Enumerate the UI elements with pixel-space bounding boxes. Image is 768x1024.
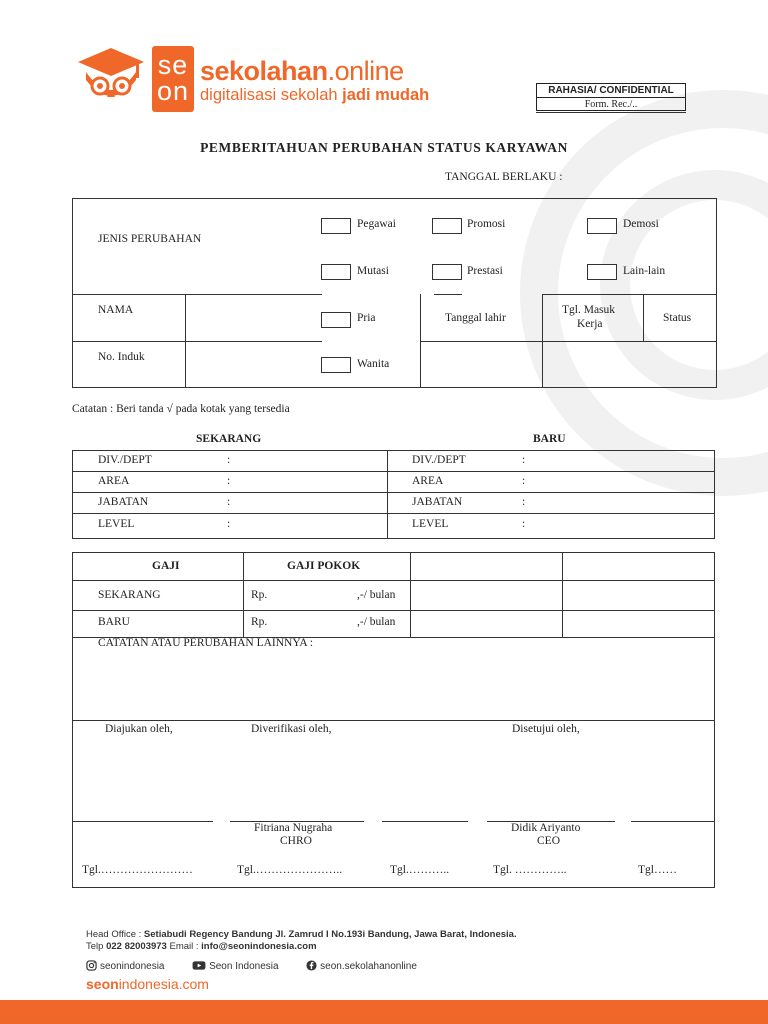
row-divider-mid [72,341,322,342]
new-level-label: LEVEL [412,518,449,530]
basic-salary-header: GAJI POKOK [287,560,361,572]
social-links [86,960,417,972]
facebook-page[interactable]: seon.sekolahanonline [320,961,417,972]
contact-line [86,941,317,952]
facebook-icon [306,960,317,971]
approver-name: Didik Ariyanto [511,822,581,834]
colon: : [227,454,231,466]
row-divider-right [542,294,717,295]
name-label: NAMA [98,304,134,316]
current-jabatan-label: JABATAN [98,496,149,508]
checkbox-promosi[interactable] [432,218,462,234]
tagline-bold: jadi mudah [342,86,430,104]
birth-date-label: Tanggal lahir [445,312,506,324]
effective-date-label: TANGGAL BERLAKU : [445,171,563,183]
colon: : [227,518,231,530]
brand-tagline [200,86,429,105]
email-label: Email : [166,941,202,952]
graduation-owl-icon [76,46,146,108]
seon-logo [152,46,194,112]
row-divider [72,720,715,721]
verifier-name: Fitriana Nugraha [254,822,333,834]
phone-label: Telp [86,941,107,952]
id-label: No. Induk [98,351,145,363]
other-notes-label: CATATAN ATAU PERUBAHAN LAINNYA : [98,637,314,649]
row-divider [72,513,715,514]
option-demosi: Demosi [623,218,659,230]
row-divider [72,580,715,581]
verified-by-label: Diverifikasi oleh, [251,723,332,735]
salary-new-label: BARU [98,616,130,628]
sign-date: Tgl…… [638,864,677,876]
tagline-plain: digitalisasi sekolah [200,86,343,104]
new-section-title: BARU [533,433,566,445]
website-rest: indonesia.com [118,976,209,992]
new-div-label: DIV./DEPT [412,454,466,466]
row-divider [72,471,715,472]
phone-number: 022 82003973 [106,941,167,952]
checkbox-demosi[interactable] [587,218,617,234]
col-divider [410,552,411,637]
brand-name-suffix: .online [327,56,404,86]
signature-line [72,821,213,822]
row-divider [72,492,715,493]
salary-current-label: SEKARANG [98,589,161,601]
confidential-box [536,83,686,111]
logo-text-bottom: on [156,76,190,106]
approved-by-label: Disetujui oleh, [512,723,580,735]
colon: : [227,496,231,508]
form-ref: Form. Rec./.. [584,99,638,110]
option-prestasi: Prestasi [467,265,503,277]
checkbox-pria[interactable] [321,312,351,328]
per-month: ,-/ bulan [357,589,396,601]
checkbox-prestasi[interactable] [432,264,462,280]
join-date-label-line1: Tgl. Masuk [562,304,616,316]
salary-header: GAJI [152,560,180,572]
office-address-text: Setiabudi Regency Bandung Jl. Zamrud I No.193i Bandung, Jawa Barat, Indonesia. [143,929,517,940]
verifier-role: CHRO [280,835,312,847]
signature-line [631,821,715,822]
col-divider [387,450,388,539]
colon: : [522,518,526,530]
new-jabatan-label: JABATAN [412,496,463,508]
currency: Rp. [251,589,268,601]
row-divider-mid-right [420,341,717,342]
sign-date: Tgl.…………………… [82,864,193,876]
col-divider [542,294,543,388]
colon: : [522,496,526,508]
instagram-handle[interactable]: seonindonesia [100,961,165,972]
sign-date: Tgl. ………….. [493,864,567,876]
currency: Rp. [251,616,268,628]
colon: : [522,475,526,487]
brand-name [200,56,404,87]
email-address[interactable]: info@seonindonesia.com [201,941,317,952]
current-section-title: SEKARANG [196,433,262,445]
row-divider [72,610,715,611]
col-divider [185,294,186,388]
header-divider [536,112,686,113]
option-pegawai: Pegawai [357,218,396,230]
row-divider-gap [434,294,462,295]
document-title: PEMBERITAHUAN PERUBAHAN STATUS KARYAWAN [200,140,568,155]
logo-text-top: se [157,50,189,80]
checkbox-wanita[interactable] [321,357,351,373]
sign-date: Tgl.………………….. [237,864,343,876]
status-label: Status [663,312,692,324]
col-divider [562,552,563,637]
gender-pria: Pria [357,312,376,324]
youtube-channel[interactable]: Seon Indonesia [209,961,279,972]
check-note: Catatan : Beri tanda √ pada kotak yang tersedia [72,403,290,415]
col-divider [243,552,244,637]
current-level-label: LEVEL [98,518,135,530]
footer-bar [0,1000,768,1024]
current-div-label: DIV./DEPT [98,454,152,466]
confidential-label: RAHASIA/ CONFIDENTIAL [537,84,685,98]
option-mutasi: Mutasi [357,265,389,277]
position-table [72,450,715,539]
option-promosi: Promosi [467,218,506,230]
col-divider [643,294,644,341]
option-lain-lain: Lain-lain [623,265,666,277]
colon: : [227,475,231,487]
office-address [86,929,517,940]
col-divider [420,294,421,388]
website[interactable] [86,976,209,992]
row-divider [72,294,322,295]
checkbox-pegawai[interactable] [321,218,351,234]
submitted-by-label: Diajukan oleh, [105,723,173,735]
checkbox-mutasi[interactable] [321,264,351,280]
signature-line [382,821,468,822]
sign-date: Tgl.……….. [390,864,450,876]
per-month: ,-/ bulan [357,616,396,628]
brand-name-main: sekolahan [200,56,328,86]
website-bold: seon [86,976,119,992]
current-area-label: AREA [98,475,130,487]
new-area-label: AREA [412,475,444,487]
colon: : [522,454,526,466]
join-date-label-line2: Kerja [577,318,603,330]
gender-wanita: Wanita [357,358,390,370]
youtube-icon [192,960,206,971]
change-type-label: JENIS PERUBAHAN [98,233,202,245]
checkbox-lain-lain[interactable] [587,264,617,280]
office-label: Head Office : [86,929,144,940]
approver-role: CEO [537,835,560,847]
instagram-icon [86,960,97,971]
